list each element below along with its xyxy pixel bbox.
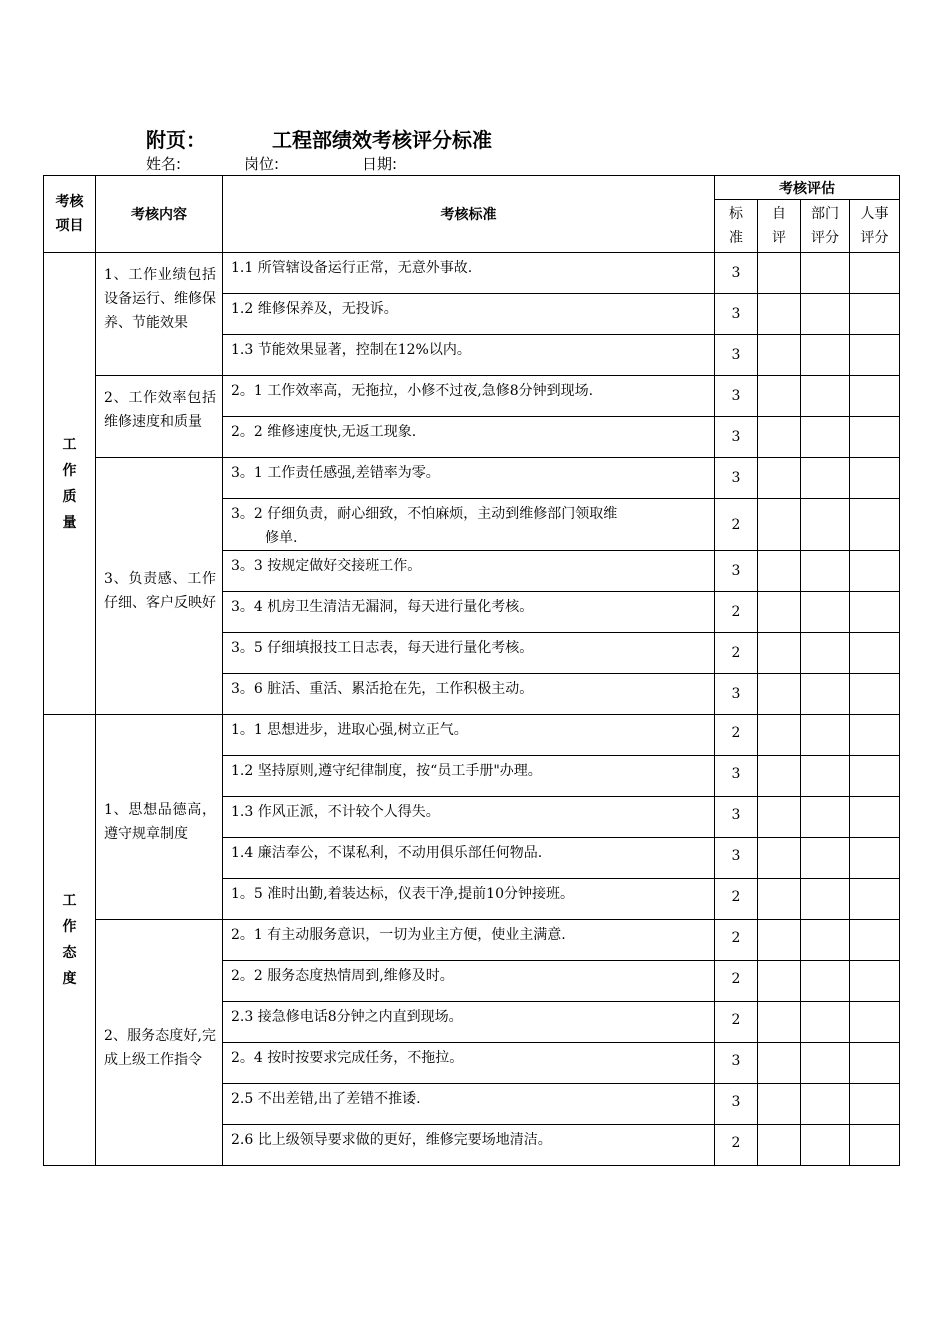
department-score-cell[interactable] <box>801 674 850 715</box>
hr-score-cell[interactable] <box>850 458 900 499</box>
hr-score-cell[interactable] <box>850 797 900 838</box>
col-header-project <box>44 176 96 253</box>
criterion-text: 1.3 节能效果显著，控制在12%以内。 <box>231 342 471 358</box>
self-score-cell[interactable] <box>758 920 801 961</box>
col-header-department <box>801 200 850 253</box>
self-score-cell[interactable] <box>758 1125 801 1166</box>
content-cell: 2、工作效率包括维修速度和质量 <box>96 376 223 458</box>
criterion-cell <box>223 551 715 592</box>
self-score-cell[interactable] <box>758 294 801 335</box>
criterion-cell <box>223 458 715 499</box>
department-score-cell[interactable] <box>801 879 850 920</box>
criterion-cell <box>223 756 715 797</box>
criterion-text: 2。4 按时按要求完成任务，不拖拉。 <box>231 1050 464 1066</box>
hr-score-cell[interactable] <box>850 1043 900 1084</box>
hr-score-cell[interactable] <box>850 335 900 376</box>
self-score-cell[interactable] <box>758 551 801 592</box>
standard-score: 3 <box>715 756 758 797</box>
col-header-hr <box>850 200 900 253</box>
table-row <box>44 376 900 417</box>
self-score-cell[interactable] <box>758 961 801 1002</box>
project-label: 工作态度 <box>62 893 77 987</box>
project-cell <box>44 715 96 1166</box>
table-row <box>44 920 900 961</box>
criterion-cell <box>223 838 715 879</box>
criterion-text: 1.1 所管辖设备运行正常，无意外事故. <box>231 260 473 276</box>
criterion-cell <box>223 335 715 376</box>
standard-score: 3 <box>715 1084 758 1125</box>
standard-score: 3 <box>715 1043 758 1084</box>
department-score-cell[interactable] <box>801 838 850 879</box>
hr-score-cell[interactable] <box>850 499 900 551</box>
criterion-cell <box>223 294 715 335</box>
department-score-cell[interactable] <box>801 1125 850 1166</box>
criterion-text: 1.4 廉洁奉公，不谋私利，不动用俱乐部任何物品. <box>231 845 543 861</box>
self-score-cell[interactable] <box>758 592 801 633</box>
standard-score: 3 <box>715 335 758 376</box>
criterion-text: 1.3 作风正派，不计较个人得失。 <box>231 804 440 820</box>
self-score-cell[interactable] <box>758 335 801 376</box>
name-label: 姓名: <box>146 155 182 173</box>
department-score-cell[interactable] <box>801 592 850 633</box>
department-score-cell[interactable] <box>801 715 850 756</box>
hr-score-cell[interactable] <box>850 253 900 294</box>
criterion-cell <box>223 961 715 1002</box>
table-row <box>44 253 900 294</box>
criterion-text: 2。2 维修速度快,无返工现象. <box>231 424 417 440</box>
department-score-cell[interactable] <box>801 458 850 499</box>
criterion-text: 3。2 仔细负责，耐心细致，不怕麻烦，主动到维修部门领取维 <box>231 506 618 522</box>
criterion-text: 3。3 按规定做好交接班工作。 <box>231 558 422 574</box>
criterion-text: 1。1 思想进步，进取心强,树立正气。 <box>231 722 468 738</box>
project-cell <box>44 253 96 715</box>
criterion-cell <box>223 797 715 838</box>
criterion-text: 2。2 服务态度热情周到,维修及时。 <box>231 968 454 984</box>
content-cell: 2、服务态度好,完成上级工作指令 <box>96 920 223 1166</box>
hr-score-cell[interactable] <box>850 1125 900 1166</box>
hr-score-cell[interactable] <box>850 551 900 592</box>
col-header-evaluation: 考核评估 <box>715 176 900 200</box>
criterion-text: 1.2 维修保养及，无投诉。 <box>231 301 398 317</box>
criterion-text: 3。1 工作责任感强,差错率为零。 <box>231 465 440 481</box>
department-score-cell[interactable] <box>801 551 850 592</box>
standard-score: 2 <box>715 961 758 1002</box>
col-header-standard <box>715 200 758 253</box>
criterion-cell <box>223 376 715 417</box>
standard-score: 2 <box>715 1002 758 1043</box>
col-header-project-text: 考核项目 <box>55 194 84 234</box>
department-score-cell[interactable] <box>801 797 850 838</box>
department-score-cell[interactable] <box>801 633 850 674</box>
col-header-criteria: 考核标准 <box>223 176 715 253</box>
criterion-text: 1。5 准时出勤,着装达标，仪表干净,提前10分钟接班。 <box>231 886 574 902</box>
self-score-cell[interactable] <box>758 417 801 458</box>
department-score-cell[interactable] <box>801 499 850 551</box>
criterion-text: 2.3 接急修电话8分钟之内直到现场。 <box>231 1009 463 1025</box>
content-cell: 1、工作业绩包括设备运行、维修保养、节能效果 <box>96 253 223 376</box>
standard-score: 3 <box>715 417 758 458</box>
department-score-cell[interactable] <box>801 294 850 335</box>
hr-score-cell[interactable] <box>850 756 900 797</box>
standard-score: 2 <box>715 715 758 756</box>
hr-score-cell[interactable] <box>850 920 900 961</box>
department-score-cell[interactable] <box>801 1002 850 1043</box>
criterion-text: 3。4 机房卫生清洁无漏洞，每天进行量化考核。 <box>231 599 534 615</box>
self-score-cell[interactable] <box>758 879 801 920</box>
standard-score: 2 <box>715 1125 758 1166</box>
self-score-cell[interactable] <box>758 715 801 756</box>
department-score-cell[interactable] <box>801 1043 850 1084</box>
self-score-cell[interactable] <box>758 499 801 551</box>
standard-score: 3 <box>715 458 758 499</box>
title-prefix: 附页： <box>146 128 206 152</box>
standard-score: 3 <box>715 838 758 879</box>
content-cell: 1、思想品德高，遵守规章制度 <box>96 715 223 920</box>
standard-score: 2 <box>715 879 758 920</box>
criterion-cell <box>223 715 715 756</box>
standard-score: 3 <box>715 376 758 417</box>
hr-score-cell[interactable] <box>850 592 900 633</box>
project-label: 工作质量 <box>62 436 77 531</box>
criterion-cell <box>223 499 715 551</box>
self-score-cell[interactable] <box>758 838 801 879</box>
criterion-text: 3。5 仔细填报技工日志表，每天进行量化考核。 <box>231 640 534 656</box>
col-header-standard-text: 标准 <box>729 206 743 246</box>
criterion-cell <box>223 920 715 961</box>
standard-score: 3 <box>715 674 758 715</box>
standard-score: 3 <box>715 551 758 592</box>
hr-score-cell[interactable] <box>850 961 900 1002</box>
hr-score-cell[interactable] <box>850 879 900 920</box>
department-score-cell[interactable] <box>801 1084 850 1125</box>
col-header-self-text: 自评 <box>772 206 786 246</box>
hr-score-cell[interactable] <box>850 294 900 335</box>
criterion-text: 2.5 不出差错,出了差错不推诿. <box>231 1091 421 1107</box>
department-score-cell[interactable] <box>801 920 850 961</box>
criterion-cell <box>223 417 715 458</box>
criterion-text: 3。6 脏活、重活、累活抢在先，工作积极主动。 <box>231 681 534 697</box>
criterion-cell <box>223 1043 715 1084</box>
self-score-cell[interactable] <box>758 458 801 499</box>
page-title: 工程部绩效考核评分标准 <box>272 128 492 152</box>
department-score-cell[interactable] <box>801 417 850 458</box>
hr-score-cell[interactable] <box>850 1002 900 1043</box>
page-title-row <box>146 124 492 153</box>
hr-score-cell[interactable] <box>850 376 900 417</box>
standard-score: 3 <box>715 294 758 335</box>
hr-score-cell[interactable] <box>850 417 900 458</box>
standard-score: 2 <box>715 920 758 961</box>
criterion-text-continued: 修单. <box>265 530 298 546</box>
criterion-text: 2。1 工作效率高，无拖拉，小修不过夜,急修8分钟到现场. <box>231 383 594 399</box>
department-score-cell[interactable] <box>801 756 850 797</box>
col-header-content: 考核内容 <box>96 176 223 253</box>
table-row <box>44 458 900 499</box>
standard-score: 3 <box>715 253 758 294</box>
criterion-cell <box>223 674 715 715</box>
department-score-cell[interactable] <box>801 961 850 1002</box>
criterion-text: 2。1 有主动服务意识，一切为业主方便，使业主满意. <box>231 927 566 943</box>
col-header-hr-text: 人事评分 <box>860 206 889 246</box>
standard-score: 2 <box>715 592 758 633</box>
standard-score: 2 <box>715 633 758 674</box>
date-label: 日期: <box>362 155 398 173</box>
col-header-self <box>758 200 801 253</box>
standard-score: 3 <box>715 797 758 838</box>
self-score-cell[interactable] <box>758 1084 801 1125</box>
table-row <box>44 715 900 756</box>
hr-score-cell[interactable] <box>850 633 900 674</box>
hr-score-cell[interactable] <box>850 674 900 715</box>
department-score-cell[interactable] <box>801 253 850 294</box>
post-label: 岗位: <box>244 155 280 173</box>
standard-score: 2 <box>715 499 758 551</box>
self-score-cell[interactable] <box>758 756 801 797</box>
criterion-text: 2.6 比上级领导要求做的更好，维修完要场地清洁。 <box>231 1132 552 1148</box>
department-score-cell[interactable] <box>801 335 850 376</box>
self-score-cell[interactable] <box>758 253 801 294</box>
department-score-cell[interactable] <box>801 376 850 417</box>
self-score-cell[interactable] <box>758 797 801 838</box>
hr-score-cell[interactable] <box>850 838 900 879</box>
col-header-department-text: 部门评分 <box>811 206 839 246</box>
self-score-cell[interactable] <box>758 376 801 417</box>
hr-score-cell[interactable] <box>850 715 900 756</box>
criterion-cell <box>223 1002 715 1043</box>
self-score-cell[interactable] <box>758 1002 801 1043</box>
criterion-cell <box>223 1084 715 1125</box>
criterion-cell <box>223 633 715 674</box>
evaluation-table <box>43 175 900 1166</box>
self-score-cell[interactable] <box>758 633 801 674</box>
criterion-cell <box>223 592 715 633</box>
hr-score-cell[interactable] <box>850 1084 900 1125</box>
criterion-cell <box>223 1125 715 1166</box>
criterion-cell <box>223 879 715 920</box>
criterion-text: 1.2 坚持原则,遵守纪律制度，按“员工手册"办理。 <box>231 763 542 779</box>
content-cell: 3、负责感、工作仔细、客户反映好 <box>96 458 223 715</box>
self-score-cell[interactable] <box>758 674 801 715</box>
self-score-cell[interactable] <box>758 1043 801 1084</box>
criterion-cell <box>223 253 715 294</box>
